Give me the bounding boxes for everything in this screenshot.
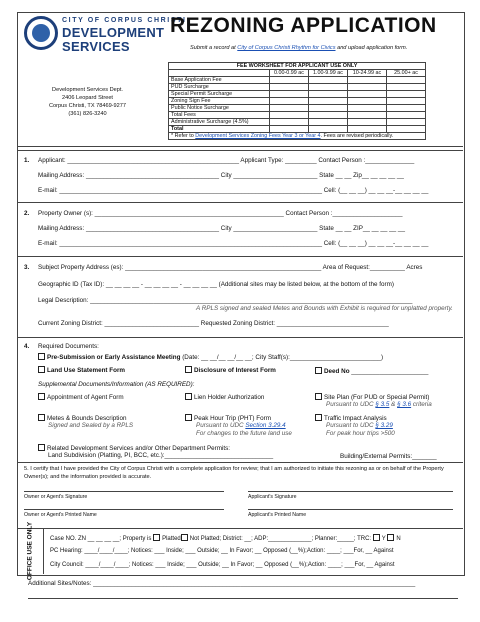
site-plan-note-post: criteria xyxy=(412,401,432,408)
site-plan-checkbox[interactable] xyxy=(315,393,322,400)
deed-label: Deed No xyxy=(324,368,350,375)
fee-cell[interactable] xyxy=(387,77,426,84)
section-number: 4. xyxy=(24,343,30,350)
subtitle-post: and upload application form. xyxy=(337,45,408,51)
address-line: Development Services Dept. xyxy=(52,87,123,93)
traffic-checkbox[interactable] xyxy=(315,414,322,421)
platted-checkbox[interactable] xyxy=(153,534,160,541)
fee-col-header: 1.00-9.99 ac xyxy=(309,70,348,77)
related-permits-checkbox[interactable] xyxy=(38,444,45,451)
presubmission-checkbox[interactable] xyxy=(38,353,45,360)
presubmission-row xyxy=(38,353,383,361)
fee-cell[interactable] xyxy=(387,126,426,133)
trc-no-label: N xyxy=(396,536,401,542)
owner-field[interactable]: Property Owner (s): ______________________________________________________ Contact Person :____________________ xyxy=(38,210,403,217)
land-use-row xyxy=(38,366,125,374)
land-subdivision-field[interactable]: Land Subdivision (Platting, PI, BCC, etc.):_______________________________ xyxy=(48,452,274,459)
address-line: Corpus Christi, TX 78469-9277 xyxy=(48,103,126,109)
fee-worksheet-table xyxy=(168,62,426,140)
building-permits-field[interactable]: Building/External Permits:_______ xyxy=(340,453,437,460)
land-use-checkbox[interactable] xyxy=(38,366,45,373)
fee-cell[interactable] xyxy=(309,112,348,119)
fee-cell[interactable] xyxy=(387,105,426,112)
traffic-note xyxy=(326,422,393,429)
metes-label: Metes & Bounds Description xyxy=(47,415,127,422)
additional-notes-line[interactable] xyxy=(28,598,458,599)
presubmission-date-field[interactable]: (Date: __ __/__ __/__ __; City Staff(s):__________________________) xyxy=(182,354,384,361)
case-number-field[interactable]: Case NO. ZN __ __ __ __; Property is xyxy=(50,536,152,542)
metes-checkbox[interactable] xyxy=(38,414,45,421)
udc-3-29-link[interactable]: § 3.29 xyxy=(375,422,393,429)
pht-note-pre: Pursuant to UDC xyxy=(196,422,244,429)
applicant-signature-label: Applicant's Signature xyxy=(248,494,297,500)
fee-cell[interactable] xyxy=(348,91,387,98)
udc-3-5-link[interactable]: § 3.5 xyxy=(375,401,390,408)
fee-cell[interactable] xyxy=(309,119,348,126)
applicant-name-label: Applicant's Printed Name xyxy=(248,512,307,518)
agent-label: Appointment of Agent Form xyxy=(47,394,124,401)
disclosure-checkbox[interactable] xyxy=(185,366,192,373)
address-line: 2406 Leopard Street xyxy=(61,95,113,101)
site-plan-row xyxy=(315,393,429,401)
fee-cell[interactable] xyxy=(309,91,348,98)
fee-row-label: Special Permit Surcharge xyxy=(169,91,270,98)
fee-col-header: 10-24.99 ac xyxy=(348,70,387,77)
fee-cell[interactable] xyxy=(348,126,387,133)
fee-table-heading: FEE WORKSHEET FOR APPLICANT USE ONLY xyxy=(169,63,426,70)
traffic-note-pre: Pursuant to UDC xyxy=(326,422,374,429)
disclosure-label: Disclosure of Interest Form xyxy=(194,367,276,374)
office-use-label-box xyxy=(17,521,44,581)
deed-number-blank[interactable]: ______________________ xyxy=(351,368,429,375)
fee-cell[interactable] xyxy=(270,98,309,105)
fee-cell[interactable] xyxy=(309,126,348,133)
pht-note-2: For changes to the future land use xyxy=(196,430,292,437)
udc-3-6-link[interactable]: § 3.6 xyxy=(397,401,412,408)
site-plan-note xyxy=(326,401,432,408)
section-divider xyxy=(17,202,463,203)
pht-row xyxy=(185,414,271,422)
page-title: REZONING APPLICATION xyxy=(170,14,437,37)
fee-note-pre: * Refer to xyxy=(171,133,194,139)
fee-cell[interactable] xyxy=(348,119,387,126)
office-use-label: OFFICE USE ONLY xyxy=(26,521,34,581)
owner-name-line[interactable] xyxy=(24,509,224,510)
trc-no-checkbox[interactable] xyxy=(387,534,394,541)
logo-city-text: CITY OF CORPUS CHRISTI xyxy=(62,17,187,24)
fee-row-label: Total xyxy=(169,126,270,133)
traffic-row xyxy=(315,414,387,422)
site-plan-amp: & xyxy=(391,401,396,408)
fee-cell[interactable] xyxy=(270,91,309,98)
rhythm-for-civics-link[interactable]: City of Corpus Christi Rhythm for Civics xyxy=(237,45,336,51)
fee-cell[interactable] xyxy=(309,77,348,84)
platted-label: Platted xyxy=(162,536,181,542)
property-address-field[interactable]: Subject Property Address (es): ________________________________________________________ Area of Request:__________ Acres xyxy=(38,264,423,271)
fee-row-label: Administrative Surcharge (4.5%) xyxy=(169,119,270,126)
fee-cell[interactable] xyxy=(270,112,309,119)
fee-cell[interactable] xyxy=(309,98,348,105)
section-divider xyxy=(17,150,463,151)
fee-header-blank xyxy=(169,70,270,77)
applicant-email-field[interactable]: E-mail: ___________________________________________________________________________ Cell: (__ __ __) __ __ __-__ __ __ __ xyxy=(38,187,429,194)
logo-services-text: SERVICES xyxy=(62,39,130,54)
fee-cell[interactable] xyxy=(387,91,426,98)
required-documents-heading: Required Documents: xyxy=(38,343,99,350)
lien-checkbox[interactable] xyxy=(185,393,192,400)
fee-col-header: 0.00-0.99 ac xyxy=(270,70,309,77)
fee-cell[interactable] xyxy=(270,119,309,126)
pht-checkbox[interactable] xyxy=(185,414,192,421)
address-phone: (361) 826-3240 xyxy=(68,111,107,117)
fee-cell[interactable] xyxy=(348,98,387,105)
not-platted-label: Not Platted; District: __; ADP:_____________; Planner:_____; TRC: xyxy=(189,536,372,542)
fee-cell[interactable] xyxy=(387,98,426,105)
related-permits-row xyxy=(38,444,230,452)
subtitle xyxy=(190,45,407,51)
fee-cell[interactable] xyxy=(348,77,387,84)
section-divider xyxy=(17,462,463,463)
legal-note: A RPLS signed and sealed Metes and Bounds with Exhibit is required for unplatted property. xyxy=(196,305,453,312)
fee-row-label: Zoning Sign Fee xyxy=(169,98,270,105)
pht-note xyxy=(196,422,286,429)
fee-cell[interactable] xyxy=(270,77,309,84)
fee-note-post: . Fees are revised periodically. xyxy=(320,133,394,139)
subtitle-pre: Submit a record at xyxy=(190,45,236,51)
traffic-note-2: For peak hour trips >500 xyxy=(326,430,395,437)
applicant-mailing-field[interactable]: Mailing Address: ______________________________________ City ________________________ State __ __ Zip__ __ __ __ __ xyxy=(38,172,404,179)
disclosure-row xyxy=(185,366,276,374)
agent-checkbox[interactable] xyxy=(38,393,45,400)
fee-cell[interactable] xyxy=(270,126,309,133)
fee-cell[interactable] xyxy=(387,112,426,119)
fee-cell[interactable] xyxy=(348,112,387,119)
owner-email-field[interactable]: E-mail: ___________________________________________________________________________ Cell: (__ __ __) __ __ __-__ __ __ __ xyxy=(38,240,429,247)
owner-signature-label: Owner or Agent's Signature xyxy=(24,494,88,500)
fee-cell[interactable] xyxy=(309,105,348,112)
section-number: 3. xyxy=(24,264,30,271)
land-use-label: Land Use Statement Form xyxy=(47,367,126,374)
presubmission-label: Pre-Submission or Early Assistance Meeting xyxy=(47,354,181,361)
section-number: 1. xyxy=(24,157,30,164)
fee-cell[interactable] xyxy=(270,105,309,112)
legal-description-field[interactable]: Legal Description: ____________________________________________________________________________________________ xyxy=(38,297,413,304)
zoning-district-field[interactable]: Current Zoning District: ___________________________ Requested Zoning District: ________________________________ xyxy=(38,320,389,327)
department-address xyxy=(30,86,145,118)
fee-cell[interactable] xyxy=(309,84,348,91)
fee-row-label: PUD Surcharge xyxy=(169,84,270,91)
office-case-row xyxy=(50,534,401,542)
fee-cell[interactable] xyxy=(348,105,387,112)
not-platted-checkbox[interactable] xyxy=(181,534,188,541)
site-plan-label: Site Plan (For PUD or Special Permit) xyxy=(324,394,430,401)
owner-signature-line[interactable] xyxy=(24,491,224,492)
fee-cell[interactable] xyxy=(387,119,426,126)
deed-checkbox[interactable] xyxy=(315,367,322,374)
fee-cell[interactable] xyxy=(348,84,387,91)
additional-sites-field[interactable]: Additional Sites/Notes: ____________________________________________________________________________________________ xyxy=(28,580,416,587)
trc-yes-checkbox[interactable] xyxy=(373,534,380,541)
applicant-signature-line[interactable] xyxy=(248,491,453,492)
fee-cell[interactable] xyxy=(270,84,309,91)
metes-note: Signed and Sealed by a RPLS xyxy=(48,422,134,429)
deed-row xyxy=(315,367,428,375)
supplemental-heading: Supplemental Documents/Information (AS REQUIRED): xyxy=(38,381,195,388)
agent-row xyxy=(38,393,124,401)
fee-row-label: Total Fees xyxy=(169,112,270,119)
owner-mailing-field[interactable]: Mailing Address: ______________________________________ City ________________________ State __ __ ZIP__ __ __ __ __ xyxy=(38,225,405,232)
metes-row xyxy=(38,414,126,422)
pht-label: Peak Hour Trip (PHT) Form xyxy=(194,415,271,422)
udc-3-29-4-link[interactable]: Section 3.29.4 xyxy=(245,422,286,429)
traffic-label: Traffic Impact Analysis xyxy=(324,415,387,422)
lien-label: Lien Holder Authorization xyxy=(194,394,265,401)
trc-yes-label: Y xyxy=(381,536,386,542)
fee-row-label: Public Notice Surcharge xyxy=(169,105,270,112)
section-divider xyxy=(17,337,463,338)
fee-table-note xyxy=(169,133,426,140)
logo-development-text: DEVELOPMENT xyxy=(62,25,165,40)
geographic-id-field[interactable]: Geographic ID (Tax ID): __ __ __ __ - __ __ __ __ - __ __ __ __ (Additional sites may be listed below, at the bottom of the form) xyxy=(38,281,394,288)
city-council-field[interactable]: City Council: ____/____/____; Notices: ___ Inside; ___ Outside; __ In Favor; __ Opposed (__%);Action: ____; ___For, __ Against xyxy=(50,562,395,568)
fee-cell[interactable] xyxy=(387,84,426,91)
certification-text: 5. I certify that I have provided the City of Corpus Christi with a complete application for review; that I am authorized to initiate this rezoning as or on behalf of the Property Owner(s); and the information provided is accurate. xyxy=(24,466,444,480)
applicant-name-line[interactable] xyxy=(248,509,453,510)
lien-row xyxy=(185,393,264,401)
section-number: 2. xyxy=(24,210,30,217)
related-permits-label: Related Development Services and/or Other Department Permits: xyxy=(47,445,231,452)
city-seal-logo xyxy=(24,16,58,50)
fee-row-label: Base Application Fee xyxy=(169,77,270,84)
fee-col-header: 25.00+ ac xyxy=(387,70,426,77)
applicant-field[interactable]: Applicant: _________________________________________________ Applicant Type: _________ Contact Person :______________ xyxy=(38,157,415,164)
zoning-fees-link[interactable]: Development Services Zoning Fees Year 3 or Year 4 xyxy=(195,133,321,139)
section-divider xyxy=(17,256,463,257)
owner-name-label: Owner or Agent's Printed Name xyxy=(24,512,97,518)
pc-hearing-field[interactable]: PC Hearing: ____/____/____; Notices: ___ Inside; ___ Outside; __ In Favor; __ Opposed (__%);Action: ____; ___For, __ Against xyxy=(50,548,394,554)
site-plan-note-pre: Pursuant to UDC xyxy=(326,401,374,408)
